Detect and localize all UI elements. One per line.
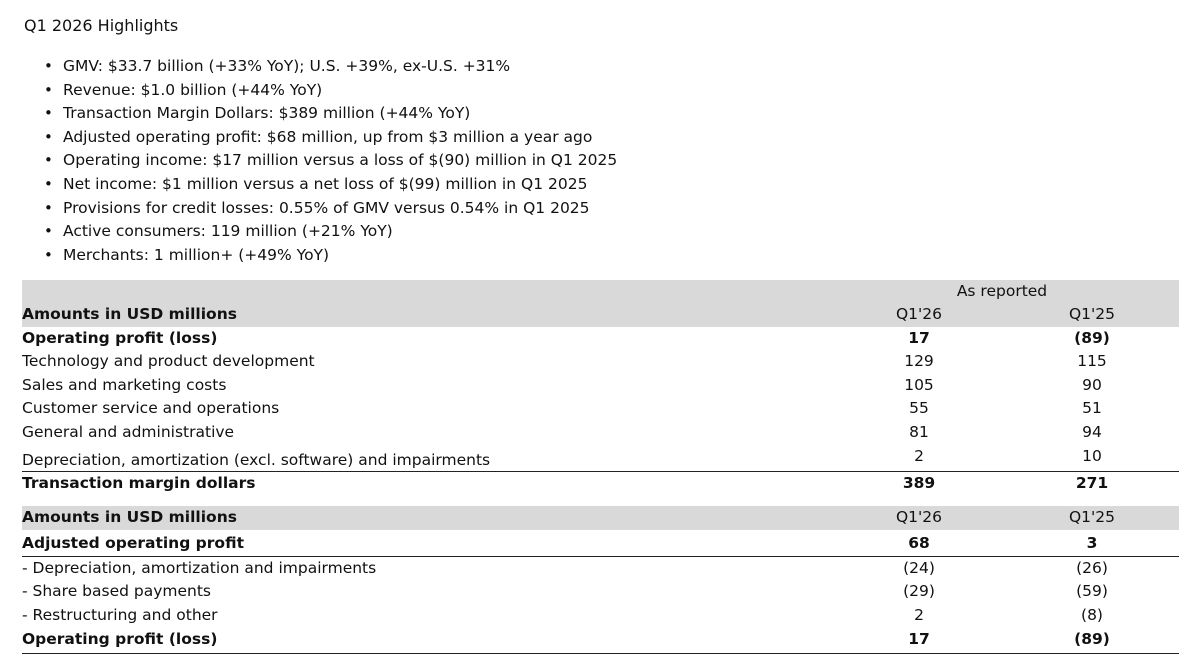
- row-value-q126: 129: [904, 352, 934, 371]
- highlight-net-income: • Net income: $1 million versus a net loss of $(99) million in Q1 2025: [44, 173, 617, 197]
- row-value-q126: 17: [908, 328, 930, 347]
- row-label: Technology and product development: [22, 352, 315, 371]
- row-value-q125: 10: [1082, 446, 1102, 465]
- header-col-q125: Q1'25: [1068, 508, 1116, 526]
- row-label: Operating profit (loss): [22, 328, 218, 347]
- table-header-row: [22, 303, 1179, 327]
- table-row: [22, 557, 1179, 581]
- total-value-q126: 389: [902, 473, 936, 492]
- row-label: - Restructuring and other: [22, 605, 218, 624]
- table-row: [22, 604, 1179, 628]
- header-label: Amounts in USD millions: [22, 508, 237, 526]
- header-col-q126: Q1'26: [895, 508, 943, 526]
- header-col-q125: Q1'25: [1068, 305, 1116, 323]
- transaction-margin-table: [22, 280, 1179, 495]
- row-value-q125: (8): [1081, 605, 1103, 624]
- highlight-operating-income: • Operating income: $17 million versus a loss of $(90) million in Q1 2025: [44, 149, 617, 173]
- total-label: Transaction margin dollars: [22, 473, 256, 492]
- row-value-q126: 81: [909, 422, 929, 441]
- row-value-q126: 105: [904, 375, 934, 394]
- row-label: - Share based payments: [22, 582, 212, 601]
- table-row: [22, 397, 1179, 421]
- row-value-q126: (24): [903, 558, 935, 577]
- row-value-q125: 90: [1082, 375, 1102, 394]
- row-value-q125: (26): [1076, 558, 1108, 577]
- total-value-q125: 271: [1075, 473, 1109, 492]
- total-value-q125: (89): [1074, 630, 1110, 649]
- table-header-row: [22, 506, 1179, 530]
- adjusted-operating-profit-table: [22, 506, 1179, 654]
- row-value-q126: 2: [914, 446, 924, 465]
- highlight-adjusted-operating-profit: • Adjusted operating profit: $68 million, up from $3 million a year ago: [44, 126, 617, 150]
- table-row: [22, 530, 1179, 557]
- row-label: Sales and marketing costs: [22, 375, 227, 394]
- as-reported-label: As reported: [956, 282, 1048, 300]
- row-value-q125: (89): [1074, 328, 1110, 347]
- row-value-q125: 115: [1077, 352, 1107, 371]
- row-label: Depreciation, amortization (excl. software) and impairments: [22, 450, 491, 469]
- row-value-q126: 55: [909, 399, 929, 418]
- table-total-row: [22, 627, 1179, 654]
- highlight-revenue: • Revenue: $1.0 billion (+44% YoY): [44, 79, 617, 103]
- table-row: [22, 421, 1179, 445]
- table-row: [22, 374, 1179, 398]
- table-row: [22, 327, 1179, 351]
- row-label: Customer service and operations: [22, 399, 280, 418]
- header-col-q126: Q1'26: [895, 305, 943, 323]
- table-total-row: [22, 472, 1179, 496]
- table-group-header: [22, 280, 1179, 303]
- total-value-q126: 17: [908, 630, 930, 649]
- header-label: Amounts in USD millions: [22, 305, 237, 323]
- highlight-active-consumers: • Active consumers: 119 million (+21% YoY): [44, 220, 617, 244]
- row-label: Adjusted operating profit: [22, 533, 244, 552]
- total-label: Operating profit (loss): [22, 630, 218, 649]
- table-row: [22, 350, 1179, 374]
- table-row: [22, 445, 1179, 472]
- row-label: General and administrative: [22, 422, 235, 441]
- highlight-gmv: • GMV: $33.7 billion (+33% YoY); U.S. +39%, ex-U.S. +31%: [44, 55, 617, 79]
- row-value-q125: 51: [1082, 399, 1102, 418]
- table-row: [22, 580, 1179, 604]
- row-value-q125: 3: [1086, 533, 1098, 552]
- row-value-q126: 2: [914, 605, 924, 624]
- page-title: Q1 2026 Highlights: [24, 16, 179, 35]
- highlight-credit-losses: • Provisions for credit losses: 0.55% of GMV versus 0.54% in Q1 2025: [44, 197, 617, 221]
- highlights-list: [44, 55, 617, 267]
- row-value-q125: (59): [1076, 582, 1108, 601]
- highlight-merchants: • Merchants: 1 million+ (+49% YoY): [44, 244, 617, 268]
- row-value-q126: (29): [903, 582, 935, 601]
- row-value-q125: 94: [1082, 422, 1102, 441]
- highlight-transaction-margin: • Transaction Margin Dollars: $389 million (+44% YoY): [44, 102, 617, 126]
- row-value-q126: 68: [908, 533, 930, 552]
- row-label: - Depreciation, amortization and impairments: [22, 558, 377, 577]
